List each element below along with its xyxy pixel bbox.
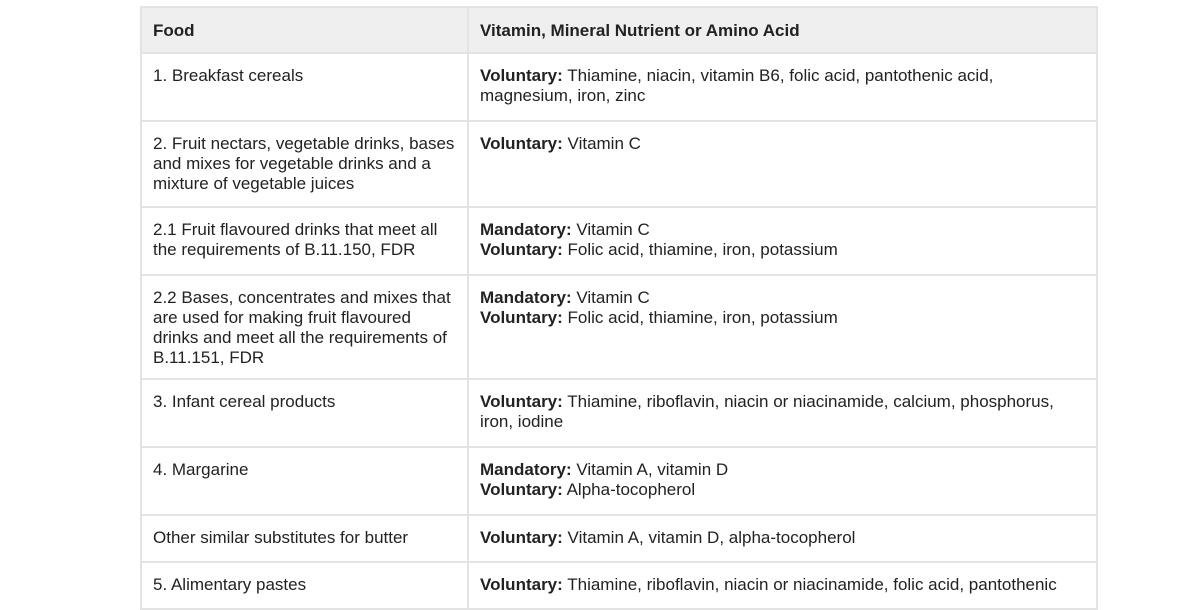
food-cell: 2. Fruit nectars, vegetable drinks, bases and mixes for vegetable drinks and a mixture of vegetable juices xyxy=(141,121,468,207)
food-cell: 2.1 Fruit flavoured drinks that meet all the requirements of B.11.150, FDR xyxy=(141,207,468,275)
food-cell: Other similar substitutes for butter xyxy=(141,515,468,562)
table-row xyxy=(141,379,1097,447)
nutrient-list: Folic acid, thiamine, iron, potassium xyxy=(562,308,838,327)
requirement-type: Voluntary: xyxy=(480,392,563,411)
nutrient-line xyxy=(480,480,1085,500)
nutrient-line xyxy=(480,460,1085,480)
nutrient-list: Vitamin C xyxy=(571,288,650,307)
nutrient-cell xyxy=(468,207,1097,275)
nutrient-line xyxy=(480,528,1085,548)
column-header-food: Food xyxy=(141,7,468,53)
nutrient-list: Vitamin C xyxy=(562,134,641,153)
requirement-type: Voluntary: xyxy=(480,240,563,259)
requirement-type: Voluntary: xyxy=(480,66,563,85)
food-fortification-table xyxy=(140,6,1098,610)
requirement-type: Voluntary: xyxy=(480,575,563,594)
food-cell: 4. Margarine xyxy=(141,447,468,515)
requirement-type: Voluntary: xyxy=(480,480,563,499)
food-cell: 1. Breakfast cereals xyxy=(141,53,468,121)
requirement-type: Mandatory: xyxy=(480,460,572,479)
nutrient-cell xyxy=(468,515,1097,562)
table-row xyxy=(141,562,1097,609)
nutrient-line xyxy=(480,240,1085,260)
table-row xyxy=(141,207,1097,275)
column-header-nutrient: Vitamin, Mineral Nutrient or Amino Acid xyxy=(468,7,1097,53)
nutrient-list: Thiamine, riboflavin, niacin or niacinamide, folic acid, pantothenic xyxy=(562,575,1057,594)
nutrient-line xyxy=(480,392,1085,432)
nutrient-cell xyxy=(468,53,1097,121)
requirement-type: Voluntary: xyxy=(480,134,563,153)
table-row xyxy=(141,53,1097,121)
nutrient-line xyxy=(480,288,1085,308)
requirement-type: Voluntary: xyxy=(480,308,563,327)
food-fortification-table-container xyxy=(140,6,1096,610)
table-row xyxy=(141,447,1097,515)
nutrient-cell xyxy=(468,275,1097,379)
nutrient-list: Folic acid, thiamine, iron, potassium xyxy=(562,240,838,259)
nutrient-list: Thiamine, niacin, vitamin B6, folic acid, pantothenic acid, magnesium, iron, zinc xyxy=(480,66,994,105)
nutrient-list: Alpha-tocopherol xyxy=(562,480,696,499)
requirement-type: Voluntary: xyxy=(480,528,563,547)
nutrient-list: Vitamin A, vitamin D xyxy=(571,460,729,479)
requirement-type: Mandatory: xyxy=(480,220,572,239)
nutrient-list: Vitamin A, vitamin D, alpha-tocopherol xyxy=(562,528,856,547)
nutrient-cell xyxy=(468,447,1097,515)
table-row xyxy=(141,515,1097,562)
nutrient-line xyxy=(480,66,1085,106)
food-cell: 2.2 Bases, concentrates and mixes that are used for making fruit flavoured drinks and meet all the requirements of B.11.151, FDR xyxy=(141,275,468,379)
nutrient-cell xyxy=(468,121,1097,207)
requirement-type: Mandatory: xyxy=(480,288,572,307)
nutrient-list: Vitamin C xyxy=(571,220,650,239)
food-cell: 5. Alimentary pastes xyxy=(141,562,468,609)
nutrient-line xyxy=(480,575,1085,595)
nutrient-list: Thiamine, riboflavin, niacin or niacinamide, calcium, phosphorus, iron, iodine xyxy=(480,392,1054,431)
table-header-row xyxy=(141,7,1097,53)
table-row xyxy=(141,121,1097,207)
table-row xyxy=(141,275,1097,379)
nutrient-line xyxy=(480,308,1085,328)
nutrient-cell xyxy=(468,379,1097,447)
food-cell: 3. Infant cereal products xyxy=(141,379,468,447)
nutrient-line xyxy=(480,220,1085,240)
nutrient-cell xyxy=(468,562,1097,609)
nutrient-line xyxy=(480,134,1085,154)
